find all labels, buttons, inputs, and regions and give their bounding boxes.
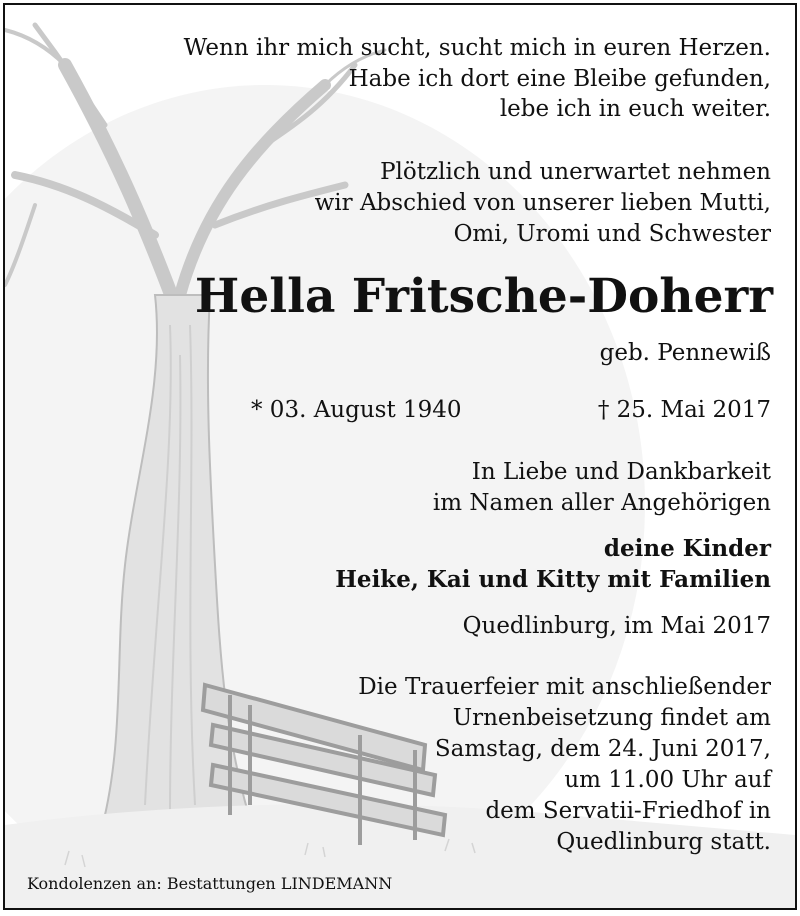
obituary-notice bbox=[3, 3, 797, 910]
death-date: † 25. Mai 2017 bbox=[597, 397, 771, 423]
poem-line-2: Habe ich dort eine Bleibe gefunden, bbox=[348, 66, 771, 92]
deceased-name: Hella Fritsche-Doherr bbox=[194, 269, 773, 324]
ceremony-line-1: Die Trauerfeier mit anschließender bbox=[358, 674, 771, 700]
gratitude-line-2: im Namen aller Angehörigen bbox=[432, 490, 771, 516]
ceremony-line-5: dem Servatii-Friedhof in bbox=[485, 798, 771, 824]
place-date: Quedlinburg, im Mai 2017 bbox=[462, 613, 771, 639]
ceremony-line-4: um 11.00 Uhr auf bbox=[564, 767, 771, 793]
intro-line-1: Plötzlich und unerwartet nehmen bbox=[380, 159, 771, 185]
ceremony-line-3: Samstag, dem 24. Juni 2017, bbox=[434, 736, 771, 762]
ceremony-line-2: Urnenbeisetzung findet am bbox=[452, 705, 771, 731]
gratitude-line-1: In Liebe und Dankbarkeit bbox=[471, 459, 771, 485]
poem-line-3: lebe ich in euch weiter. bbox=[499, 96, 771, 122]
condolences-footer: Kondolenzen an: Bestattungen LINDEMANN bbox=[27, 874, 393, 893]
birth-date: * 03. August 1940 bbox=[251, 397, 462, 423]
maiden-name: geb. Pennewiß bbox=[599, 340, 771, 366]
intro-line-3: Omi, Uromi und Schwester bbox=[453, 221, 771, 247]
signatory-line-2: Heike, Kai und Kitty mit Familien bbox=[335, 566, 771, 593]
ceremony-line-6: Quedlinburg statt. bbox=[556, 829, 771, 855]
poem-line-1: Wenn ihr mich sucht, sucht mich in euren Herzen. bbox=[183, 35, 771, 61]
intro-line-2: wir Abschied von unserer lieben Mutti, bbox=[314, 190, 771, 216]
signatory-line-1: deine Kinder bbox=[603, 535, 771, 562]
life-dates bbox=[251, 395, 771, 425]
